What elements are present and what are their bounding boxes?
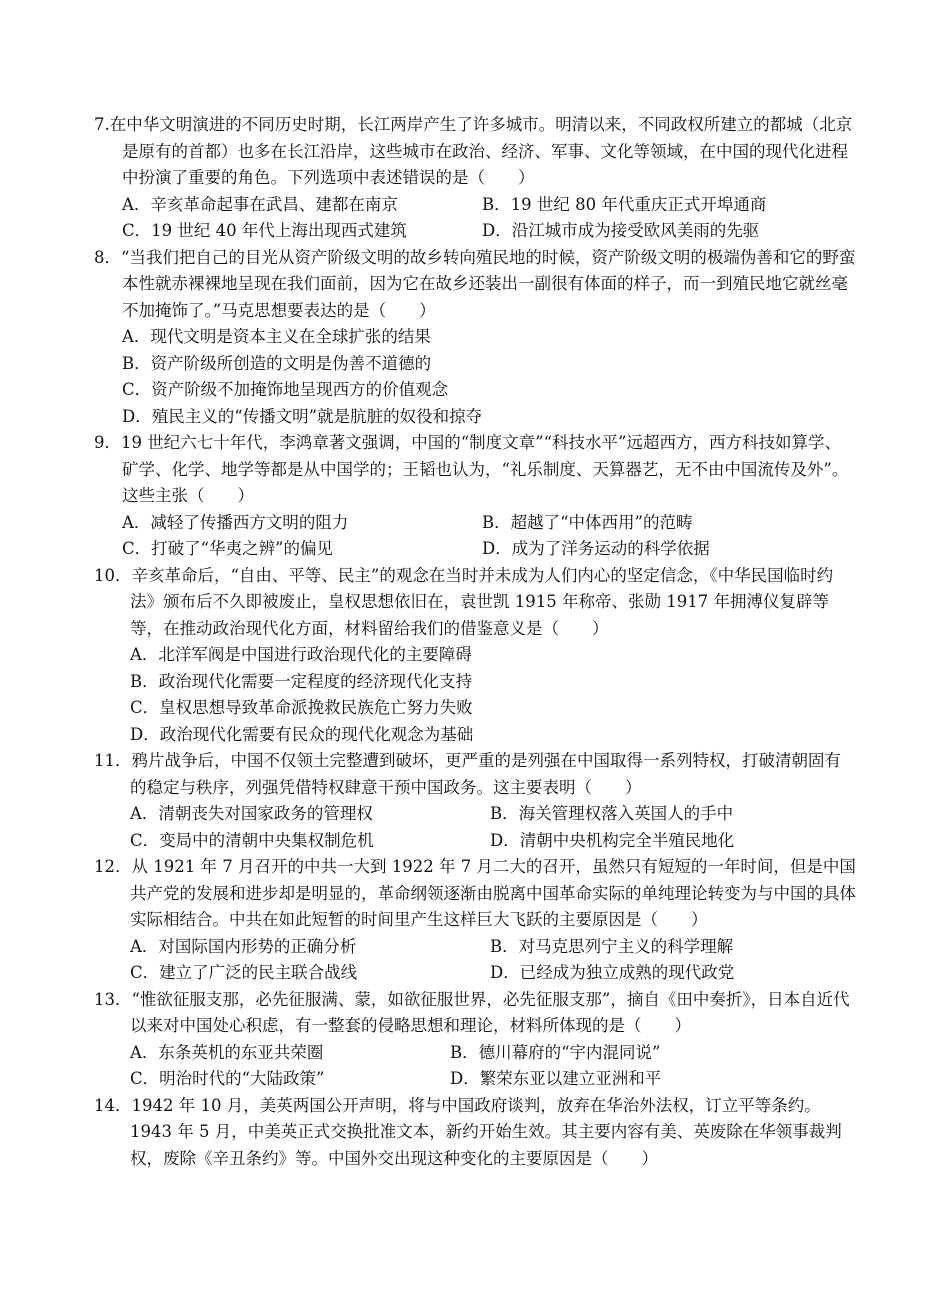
question-10: [94, 563, 856, 749]
option-b[interactable]: B．超越了“中体西用”的范畴: [482, 512, 693, 532]
option-d[interactable]: D．已经成为独立成熟的现代政党: [490, 963, 735, 982]
options-row: [94, 1066, 856, 1093]
option-a[interactable]: A．辛亥革命起事在武昌、建都在南京: [122, 194, 398, 214]
question-stem: 10．辛亥革命后，“自由、平等、民主”的观念在当时并未成为人们内心的坚定信念，《中华民国临时约法》颁布后不久即被废止，皇权思想依旧在，袁世凯 1915 年称帝、张勋 1917 年拥溥仪复辟等等，在推动政治现代化方面，材料留给我们的借鉴意义是（ ）: [94, 565, 834, 638]
question-stem: 9．19 世纪六七十年代，李鸿章著文强调，中国的“制度文章”“科技水平”远超西方，西方科技如算学、矿学、化学、地学等都是从中国学的；王韬也认为，“礼乐制度、天算器艺，无不由中国流传及外”。这些主张（ ）: [94, 433, 849, 505]
question-number: 7.: [94, 115, 110, 134]
option-c[interactable]: C．打破了“华夷之辨”的偏见: [122, 539, 333, 558]
question-stem: 12．从 1921 年 7 月召开的中共一大到 1922 年 7 月二大的召开，虽然只有短短的一年时间，但是中国共产党的发展和进步却是明显的，革命纲领逐渐由脱离中国革命实际的单纯理论转变为与中国的具体实际相结合。中共在如此短暂的时间里产生这样巨大飞跃的主要原因是（ ）: [94, 857, 856, 929]
question-number: 14．: [94, 1095, 132, 1115]
option-b[interactable]: B．资产阶级所创造的文明是伪善不道德的: [122, 353, 432, 373]
question-number: 9．: [94, 433, 121, 452]
question-14: [94, 1093, 856, 1173]
option-a[interactable]: A．对国际国内形势的正确分析: [130, 936, 357, 956]
option-c[interactable]: C．19 世纪 40 年代上海出现西式建筑: [122, 221, 407, 240]
options-row: [94, 960, 856, 987]
options-row: [94, 828, 856, 855]
option-b[interactable]: B．19 世纪 80 年代重庆正式开埠通商: [482, 194, 767, 214]
question-number: 10．: [94, 565, 132, 585]
option-c[interactable]: C．变局中的清朝中央集权制危机: [130, 830, 374, 850]
option-a[interactable]: A．清朝丧失对国家政务的管理权: [130, 804, 373, 823]
option-a[interactable]: A．北洋军阀是中国进行政治现代化的主要障碍: [130, 645, 472, 664]
question-8: [94, 245, 856, 431]
options-row: [94, 934, 856, 961]
option-a[interactable]: A．东条英机的东亚共荣圈: [130, 1042, 324, 1062]
options-row: [94, 510, 856, 537]
option-d[interactable]: D．成为了洋务运动的科学依据: [482, 539, 710, 558]
exam-page: [94, 112, 856, 1172]
question-stem: 11．鸦片战争后，中国不仅领土完整遭到破坏，更严重的是列强在中国取得一系列特权，打破清朝固有的稳定与秩序，列强凭借特权肆意干预中国政务。这主要表明（ ）: [94, 751, 841, 797]
option-d[interactable]: D．殖民主义的“传播文明”就是肮脏的奴役和掠夺: [122, 406, 483, 426]
option-b[interactable]: B．政治现代化需要一定程度的经济现代化支持: [130, 671, 473, 691]
question-12: [94, 854, 856, 987]
option-c[interactable]: C．建立了广泛的民主联合战线: [130, 963, 358, 982]
question-stem: 14．1942 年 10 月，美英两国公开声明，将与中国政府谈判，放弃在华治外法权，订立平等条约。1943 年 5 月，中美英正式交换批准文本，新约开始生效。其主要内容有美、英废除在华领事裁判权，废除《辛丑条约》等。中国外交出现这种变化的主要原因是（ ）: [94, 1095, 842, 1168]
options-row: [94, 801, 856, 828]
question-13: [94, 987, 856, 1093]
options-row: [94, 536, 856, 563]
options-row: [94, 192, 856, 219]
options-row: [94, 1040, 856, 1067]
option-a[interactable]: A．减轻了传播西方文明的阻力: [122, 512, 349, 532]
question-stem: 8．“当我们把自己的目光从资产阶级文明的故乡转向殖民地的时候，资产阶级文明的极端伪善和它的野蛮本性就赤裸裸地呈现在我们面前，因为它在故乡还装出一副很有体面的样子，而一到殖民地它就丝毫不加掩饰了。”马克思想要表达的是（ ）: [94, 247, 856, 320]
question-number: 13．: [94, 989, 132, 1009]
question-stem: 13．“惟欲征服支那，必先征服满、蒙，如欲征服世界，必先征服支那”，摘自《田中奏折》，日本自近代以来对中国处心积虑，有一整套的侵略思想和理论，材料所体现的是（ ）: [94, 989, 850, 1035]
option-c[interactable]: C．皇权思想导致革命派挽救民族危亡努力失败: [130, 698, 473, 717]
question-9: [94, 430, 856, 563]
option-b[interactable]: B．海关管理权落入英国人的手中: [490, 804, 734, 823]
question-11: [94, 748, 856, 854]
option-d[interactable]: D．清朝中央机构完全半殖民地化: [490, 830, 735, 850]
option-c[interactable]: C．资产阶级不加掩饰地呈现西方的价值观念: [122, 380, 449, 399]
option-d[interactable]: D．政治现代化需要有民众的现代化观念为基础: [130, 724, 474, 744]
question-number: 11．: [94, 751, 132, 770]
question-number: 8．: [94, 247, 121, 267]
question-stem: 7.在中华文明演进的不同历史时期，长江两岸产生了许多城市。明清以来，不同政权所建立的都城（北京是原有的首都）也多在长江沿岸，这些城市在政治、经济、军事、文化等领域，在中国的现代化进程中扮演了重要的角色。下列选项中表述错误的是（ ）: [94, 115, 853, 187]
option-d[interactable]: D．繁荣东亚以建立亚洲和平: [450, 1069, 662, 1088]
option-b[interactable]: B．德川幕府的“宇内混同说”: [450, 1042, 661, 1062]
option-b[interactable]: B．对马克思列宁主义的科学理解: [490, 936, 734, 956]
question-number: 12．: [94, 857, 132, 876]
question-7: [94, 112, 856, 245]
options-row: [94, 218, 856, 245]
option-d[interactable]: D．沿江城市成为接受欧风美雨的先驱: [482, 221, 760, 240]
option-c[interactable]: C．明治时代的“大陆政策”: [130, 1069, 325, 1088]
option-a[interactable]: A．现代文明是资本主义在全球扩张的结果: [122, 327, 431, 346]
